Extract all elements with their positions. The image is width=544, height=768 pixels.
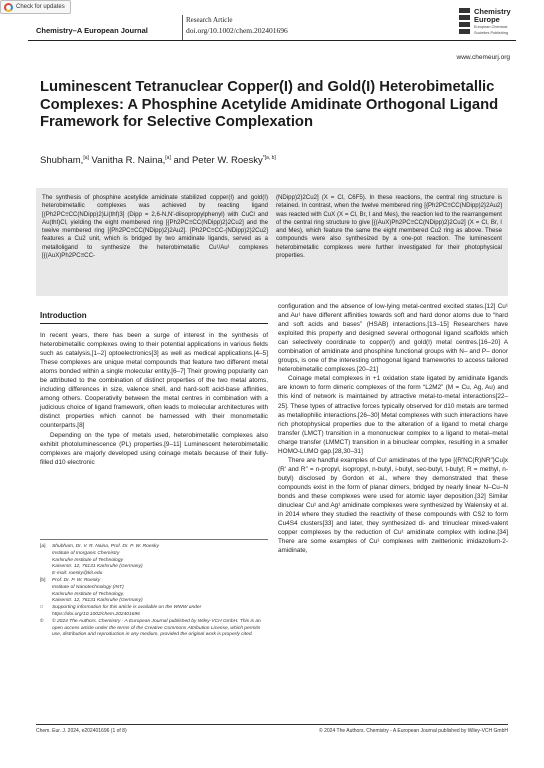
author-affiliation: [a]	[83, 155, 89, 161]
journal-website-link[interactable]: www.chemeurj.org	[456, 54, 510, 61]
paragraph: In recent years, there has been a surge of interest in the synthesis of heterobimetallic complexes owing to their potential applications in various fields such as catalysis,[1–2] optoelectronics[3] as well as medical applications.[4–5] These complexes are unique metal compounds that feature two different metal atoms bonded within a single molecular entity.[6–7] Their growing popularity can be attributed to the combination of distinct properties of the two metal atoms, including differences in size, valence shell, and hard-soft acid-base affinities, among others. Cooperativity between the metal centres in combination with a judicious choice of ligand framework, often leads to molecular architectures with distinct properties which cannot be harnessed with their monometallic counterparts.[8]	[40, 332, 268, 430]
footnote-line: Karlsruhe Institute of Technology,	[52, 591, 125, 597]
author-list	[40, 155, 276, 166]
paragraph: There are handful examples of Cu¹ amidinates of the type [{R′NC(R)NR″}Cu]x (R′ and R″ = n-propyl, isopropyl, n-butyl, i-butyl, sec-butyl, t-butyl; R = methyl, n-butyl) disclosed by Gordon et al., where they demonstrated that these compounds exist in the form of planar dimers, bridged by nearly linear N–Cu–N bonds and these complexes were used for atomic layer deposition.[32] Similar dinuclear Cu¹ and Ag¹ amidinate complexes were synthesized by Walensky et al. in 2014 where they studied the reactivity of these compounds with CS2 to form Cu4S4 clusters[33] and later, they synthesized di- and trinuclear mixed-valent copper complexes by the reduction of Cu¹ amidinate complex with iodine.[34] There are some examples of Cu¹ complexes with zwitterionic imidazolium-2-amidinate,	[278, 456, 508, 555]
footnote-line: Institute of Inorganic Chemistry	[52, 550, 120, 556]
crossmark-icon	[4, 3, 13, 12]
author-name: Vanitha R. Naina,	[88, 155, 166, 167]
footnote-line: Supporting information for this article is available on the WWW under https://doi.org/10.1002/chem.202401696	[52, 605, 202, 617]
section-rule	[40, 323, 268, 324]
footer-rule	[36, 724, 508, 725]
footnote-body	[52, 544, 268, 578]
footnote	[40, 544, 268, 578]
logo-title-1: Chemistry	[474, 7, 511, 16]
footnote-line: Institute of Nanotechnology (INT)	[52, 584, 124, 590]
publisher-logo	[459, 8, 511, 44]
footnote-line: Prof. Dr. P. W. Roesky	[52, 577, 101, 583]
chemistry-europe-logo-icon	[459, 8, 470, 44]
abstract-right-column: (NDipp)2}2Cu2] (X = Cl, C6F5). In these reactions, the central ring structure is retained. In contrast, when the twelve membered ring [{Ph2PC≡CC(NDipp)2}2Au2] was reacted with CuX (X = Cl, Br, I and Mes), the reaction led to the rearrangement of the central ring structure to give [{(AuX)Ph2PC≡CC(NDipp)2}2Cu2] (X = Cl, Br, I and Mes), which feature the same the eight membered Cu2 ring as above. These compounds were also synthesized by a one-pot reaction. The luminescent heterobimetallic complexes were further investigated for their photophysical properties.	[276, 194, 502, 260]
abstract-left-column: The synthesis of phosphine acetylide amidinate stabilized copper(I) and gold(I) heterobimetallic complexes was achieved by reacting ligand [(Ph2PC≡CC(NDipp)2)Li(thf)3] (Dipp = 2,6-N,N′-diisopropylphenyl) with CuCl and Au(tht)Cl, yielding the eight membered ring [{Ph2PC≡CC(NDipp)2}2Cu2] and the twelve membered ring [{Ph2PC≡CC(NDipp)2}2Au2]. [Ph2PC≡CC-(NDipp)2}2Cu2] features a Cu2 unit, which is bridged by two amidinate ligands, served as a metalloligand to synthesize the heterobimetallic Cu¹/Au¹ complexes [{(AuX)Ph2PC≡CC-	[42, 194, 268, 260]
paragraph: configuration and the absence of low-lying metal-centred excited states.[12] Cu¹ and Au¹ have different affinities towards soft and hard donor atoms due to “hard and soft acids and bases” (HSAB) interactions.[13–15] Researchers have exploited this property and designed several orthogonal ligand scaffolds which can selectively coordinate to copper(I) and gold(I) metal centres.[16–20] A combination of amidinate and phosphine functional groups with N– and P– donor groups, is one of the interesting orthogonal ligand frameworks to access tailored heterobimetallic complexes.[20–21]	[278, 303, 508, 374]
page-citation: Chem. Eur. J. 2024, e202401696 (1 of 8)	[36, 728, 127, 734]
footnote-line: Kaiserstr. 12, 76131 Karlsruhe (Germany)	[52, 564, 143, 570]
abstract	[36, 188, 508, 296]
article-title: Luminescent Tetranuclear Copper(I) and Gold(I) Heterobimetallic Complexes: A Phosphine Acetylide Amidinate Orthogonal Ligand Framework for Selective Complexation	[40, 79, 499, 130]
footnote-key: □	[40, 605, 43, 611]
body-left-column	[40, 331, 268, 467]
doi-link[interactable]: doi.org/10.1002/chem.202401696	[186, 26, 288, 35]
paragraph: Depending on the type of metals used, heterobimetallic complexes also exhibit photoluminescence (PL) properties.[9–11] Luminescent heterobimetallic complexes are majorly developed using coinage metals because of their fully-filled d10 electronic	[40, 431, 268, 466]
author-name: and Peter W. Roesky	[170, 155, 263, 167]
footnote	[40, 578, 268, 605]
header-rule	[28, 40, 516, 41]
footnote-body	[52, 619, 268, 639]
check-for-updates-label: Check for updates	[16, 4, 65, 10]
journal-name: Chemistry–A European Journal	[36, 26, 148, 35]
logo-subtitle-2: Societies Publishing	[474, 30, 508, 35]
footnote-line: Karlsruhe Institute of Technology	[52, 557, 124, 563]
paragraph: Coinage metal complexes in +1 oxidation state ligated by amidinate ligands are known to form dimeric complexes of the form “L2M2” (M = Cu, Ag, Au) and this kind of network is maintained by attractive metal-to-metal interactions[22–25]. These types of attractive forces typically observed for d10 metals are termed as metallophilic interactions.[26–30] Metal complexes with such interactions have rich photophysical properties due to the alteration of a ligand to metal charge transfer (LMCT) transition in a mononuclear complex to a ligand to metal–metal charge transfer (LMMCT) transition in a binuclear complex, resulting in a smaller HOMO-LUMO gap.[28,30–31]	[278, 375, 508, 455]
author-affiliation: [a]	[165, 155, 171, 161]
copyright-notice: © 2024 The Authors. Chemistry - A European Journal published by Wiley-VCH GmbH	[319, 728, 508, 734]
footnote-line: Shubham, Dr. V. R. Naina, Prof. Dr. P. W. Roesky	[52, 544, 159, 549]
article-type: Research Article	[186, 16, 233, 24]
footnote-line: Kaiserstr. 12, 76131 Karlsruhe (Germany)	[52, 598, 143, 604]
header-divider	[182, 15, 183, 40]
footnote-key: [a]	[40, 544, 46, 549]
footnote-body	[52, 605, 268, 619]
author-affiliation: *[a, b]	[262, 155, 276, 161]
logo-title-2: Europe	[474, 15, 500, 24]
footnote	[40, 605, 268, 619]
body-right-column	[278, 302, 508, 555]
footnote-key: [b]	[40, 577, 46, 583]
check-for-updates-button[interactable]	[0, 0, 71, 14]
footnote-body	[52, 578, 268, 605]
footnote-rule	[40, 539, 268, 540]
section-heading: Introduction	[40, 311, 87, 320]
footnote	[40, 619, 268, 639]
footnote-line: E-mail: roesky@kit.edu	[52, 571, 103, 577]
footnotes	[40, 544, 268, 639]
author-name: Shubham,	[40, 155, 84, 167]
logo-subtitle-1: European Chemical	[474, 25, 508, 29]
footnote-line: © 2024 The Authors. Chemistry - A European Journal published by Wiley-VCH GmbH. This is an open access article under the terms of the Creative Commons Attribution License, which permits use, distribution and reproduction in any medium, provided the original work is properly cited.	[52, 618, 261, 638]
footnote-key: ©	[40, 618, 44, 624]
